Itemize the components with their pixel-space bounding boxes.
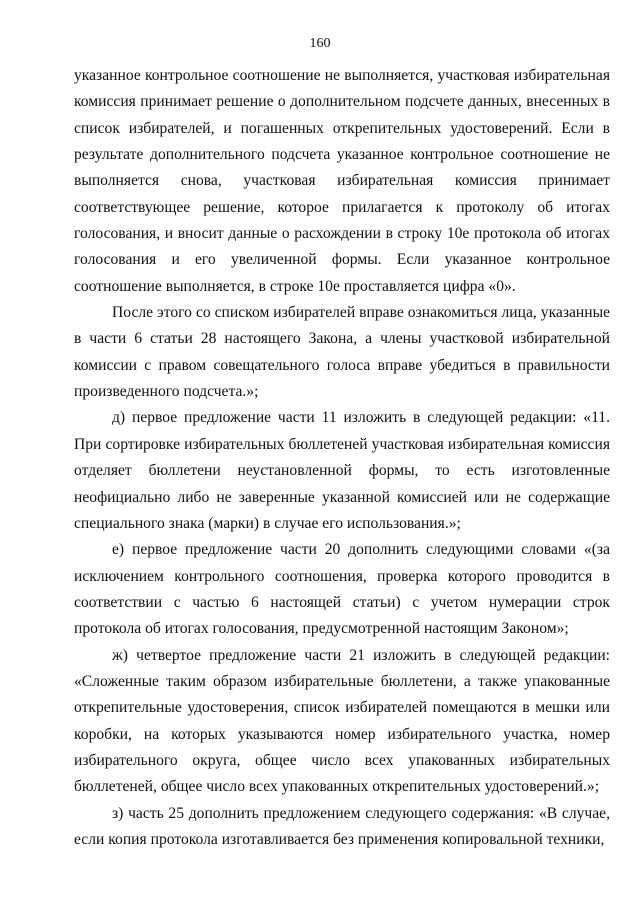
paragraph-voter-list-review: После этого со списком избирателей вправе ознакомиться лица, указанные в части 6 статьи 28 настоящего Закона, а члены участковой избирательной комиссии с правом совещательного голоса вправе убедиться в правильности произведенного подсчета.»;	[74, 304, 610, 401]
paragraph-amendment-e: е) первое предложение части 20 дополнить следующими словами «(за исключением контрольного соотношения, проверка которого проводится в соответствии с частью 6 настоящей статьи) с учетом нумерации строк протокола об итогах голосования, предусмотренной настоящим Законом»;	[74, 541, 610, 638]
paragraph-amendment-zh: ж) четвертое предложение части 21 изложить в следующей редакции: «Сложенные таким образом избирательные бюллетени, а также упакованные открепительные удостоверения, список избирателей помещаются в мешки или коробки, на которых указываются номер избирательного участка, номер избирательного округа, общее число всех упакованных избирательных бюллетеней, общее число всех упакованных открепительных удостоверений.»;	[74, 646, 610, 796]
page-number: 160	[309, 36, 331, 51]
paragraph-continuation: указанное контрольное соотношение не выполняется, участковая избирательная комиссия принимает решение о дополнительном подсчете данных, внесенных в список избирателей, и погашенных открепительных удостоверений. Если в результате дополнительного подсчета указанное контрольное соотношение не выполняется снова, участковая избирательная комиссия принимает соответствующее решение, которое прилагается к протоколу об итогах голосования, и вносит данные о расхождении в строку 10е протокола об итогах голосования и его увеличенной формы. Если указанное контрольное соотношение выполняется, в строке 10е проставляется цифра «0».	[74, 67, 610, 295]
paragraph-amendment-d: д) первое предложение части 11 изложить в следующей редакции: «11. При сортировке избирательных бюллетеней участковая избирательная комиссия отделяет бюллетени неустановленной формы, то есть изготовленные неофициально либо не заверенные указанной комиссией или не содержащие специального знака (марки) в случае его использования.»;	[74, 409, 610, 532]
paragraph-amendment-z: з) часть 25 дополнить предложением следующего содержания: «В случае, если копия протокола изготавливается без применения копировальной техники,	[74, 804, 610, 848]
document-body	[74, 63, 610, 853]
